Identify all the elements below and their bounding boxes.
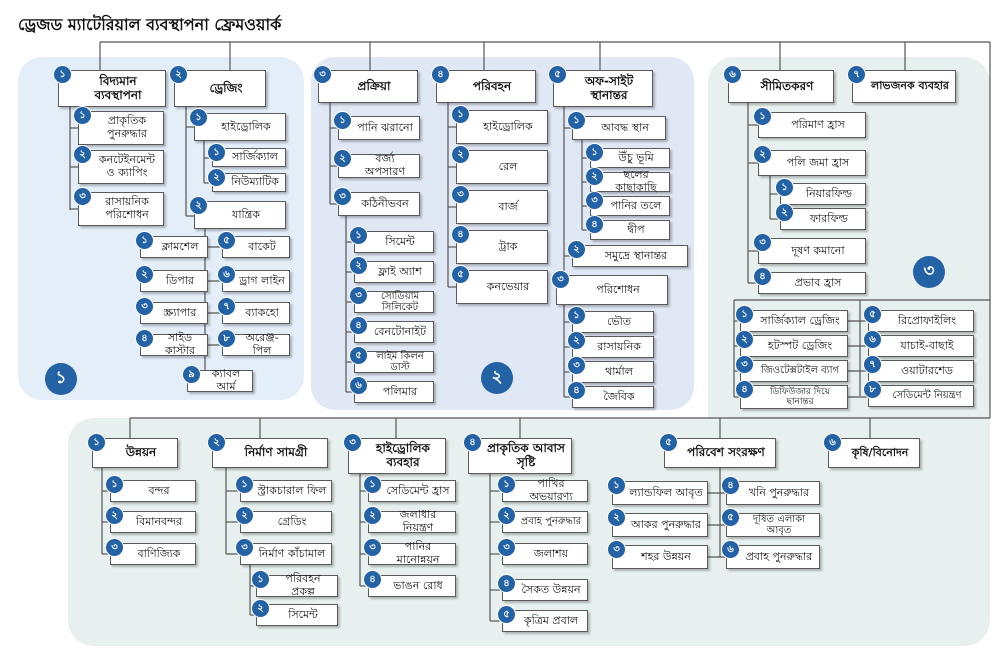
node-t-hydraulic (456, 110, 548, 144)
node-label: বিদ্যমান ব্যবস্থাপনা (94, 73, 142, 102)
node-chem-treat (78, 192, 164, 226)
node-badge: ১ (363, 475, 382, 494)
node-reprofiling (868, 310, 974, 332)
node-label: পরিমাণ হ্রাস (791, 117, 845, 131)
node-landfill (612, 481, 708, 505)
node-label: ফারফিল্ড (810, 211, 848, 225)
node-badge: ৬ (723, 65, 742, 84)
node-label: সিমেন্ট (288, 607, 318, 621)
node-badge: ৯ (182, 365, 201, 384)
node-badge: ১ (87, 433, 106, 452)
node-envprot (664, 438, 776, 468)
node-sedctrl (868, 385, 974, 407)
node-label: সিমেন্ট (385, 234, 415, 248)
node-reef (502, 610, 588, 632)
node-structfill (240, 480, 332, 502)
node-physical (572, 311, 654, 333)
node-label: জিওটেক্সটাইল ব্যাগ (760, 365, 840, 377)
node-badge: ৪ (363, 570, 382, 589)
node-label: বার্জ (498, 199, 518, 213)
node-erosion (368, 575, 456, 597)
node-label: ফ্লাই অ্যাশ (378, 264, 422, 278)
node-surgical (212, 148, 286, 167)
node-badge: ২ (497, 506, 516, 525)
node-badge: ১ (105, 475, 124, 494)
node-cement (354, 231, 434, 253)
node-badge: ৩ (567, 356, 586, 375)
node-label: প্রক্রিয়া (357, 78, 391, 93)
node-mechanical (194, 201, 286, 229)
node-badge: ৫ (863, 305, 882, 324)
node-bentonite (354, 321, 434, 343)
node-label: উঁচু ভূমি (618, 150, 654, 164)
node-label: বেনটোনাইট (373, 324, 427, 338)
node-underwater (590, 196, 670, 216)
node-label: পরিবহন (472, 78, 512, 93)
node-chemical (572, 336, 654, 358)
node-process (318, 70, 418, 103)
node-badge: ১ (497, 475, 516, 494)
node-badge: ২ (585, 167, 604, 186)
node-badge: ৬ (823, 433, 842, 452)
node-hydraulic (194, 113, 286, 141)
node-label: ক্যাবল আর্ম (211, 367, 241, 393)
node-geotextile (740, 360, 848, 382)
node-badge: ১ (753, 107, 772, 126)
node-badge: ৫ (217, 231, 236, 250)
node-label: সেডিমেন্ট হ্রাস (386, 483, 450, 497)
node-siphon (140, 331, 208, 357)
node-label: ভাঙন রোধ (393, 578, 443, 592)
node-siltdep (758, 150, 866, 176)
node-badge: ২ (333, 149, 352, 168)
node-badge: ১ (235, 475, 254, 494)
node-label: সীমিতকরণ (760, 78, 814, 93)
node-label: সেডিমেন্ট নিয়ন্ত্রণ (892, 390, 962, 402)
node-badge: ২ (207, 433, 226, 452)
node-label: সাইড কাস্টার (164, 331, 196, 357)
node-badge: ১ (607, 476, 626, 495)
node-thermal (572, 361, 654, 383)
node-label: ওয়াটারশেড (900, 363, 954, 377)
node-badge: ২ (735, 330, 754, 349)
node-badge: ২ (753, 145, 772, 164)
node-confined (572, 116, 666, 140)
node-label: প্রবাহ পুনরুদ্ধার (745, 549, 813, 563)
node-badge: ৪ (735, 380, 754, 399)
node-develop (92, 438, 178, 468)
node-badge: ১ (567, 306, 586, 325)
node-label: কনভেয়ার (486, 279, 530, 293)
node-badge: ২ (105, 506, 124, 525)
node-label: স্ক্র্যাপার (163, 305, 197, 319)
node-flyash (354, 261, 434, 283)
node-badge: ৩ (313, 65, 332, 84)
node-truck (456, 230, 548, 264)
node-badge: ৩ (135, 297, 154, 316)
node-nearshore (590, 168, 670, 194)
node-label: আবদ্ধ স্থান (601, 120, 649, 134)
node-cable (187, 367, 253, 393)
node-urban (612, 545, 708, 569)
node-island (590, 220, 670, 240)
node-label: বন্দর (148, 483, 170, 497)
node-label: খনি পুনরুদ্ধার (748, 485, 810, 499)
node-badge: ৩ (343, 433, 362, 452)
node-m-surgical (740, 310, 848, 332)
node-badge: ৬ (863, 330, 882, 349)
node-badge: ৬ (721, 540, 740, 559)
node-pollution (758, 238, 866, 264)
node-label: নির্মাণ সামগ্রী (244, 445, 308, 460)
node-dewater (338, 116, 420, 140)
node-flow (502, 511, 588, 533)
node-label: ডিপার (166, 273, 194, 287)
node-label: গ্রেডিং (277, 514, 307, 528)
node-wetland (502, 543, 588, 565)
node-waterq (368, 540, 456, 566)
node-badge: ৪ (721, 476, 740, 495)
node-sorting (868, 335, 974, 357)
node-badge: ৩ (753, 233, 772, 252)
node-badge: ২ (567, 331, 586, 350)
node-label: সার্জিক্যাল (232, 150, 278, 164)
panel-number-badge-1: ১ (45, 363, 77, 395)
node-hydro-use (348, 438, 446, 474)
node-badge: ১ (451, 105, 470, 124)
node-badge: ৪ (497, 574, 516, 593)
node-label: পানির মানোন্নয়ন (396, 540, 440, 566)
node-label: রাসায়নিক পরিশোধন (105, 195, 149, 221)
node-badge: ৪ (585, 215, 604, 234)
node-volume (758, 112, 866, 138)
node-badge: ৭ (847, 65, 866, 84)
node-rawmat (240, 543, 332, 565)
node-sedred (368, 480, 456, 502)
node-label: নিয়ারফিল্ড (805, 186, 853, 200)
node-label: ভৌত (606, 314, 632, 328)
node-label: থার্মাল (605, 364, 633, 378)
node-label: সমুদ্রে স্থানান্তর (604, 248, 668, 262)
node-limekiln (354, 351, 434, 373)
node-label: প্রাকৃতিক পুনরুদ্ধার (107, 114, 147, 140)
node-sodium (354, 291, 434, 313)
node-backhoe (222, 302, 290, 324)
node-badge: ৬ (217, 265, 236, 284)
node-badge: ৪ (451, 225, 470, 244)
node-conveyor (456, 270, 548, 304)
node-containment (78, 150, 164, 184)
node-badge: ৭ (217, 297, 236, 316)
node-badge: ৮ (217, 329, 236, 348)
node-badge: ১ (349, 226, 368, 245)
node-badge: ২ (73, 145, 92, 164)
node-badge: ৮ (863, 380, 882, 399)
node-label: বর্জ্য অপসারণ (364, 152, 406, 178)
node-polymer (354, 381, 434, 403)
node-badge: ৪ (567, 381, 586, 400)
node-agri (828, 438, 920, 468)
node-badge: ২ (607, 508, 626, 527)
node-badge: ৫ (721, 508, 740, 527)
node-badge: ৫ (451, 265, 470, 284)
node-label: দূষিত এলাকা আবৃত (752, 513, 806, 536)
node-mine (726, 481, 820, 505)
node-badge: ২ (189, 196, 208, 215)
node-label: কনটেইনমেন্ট ও ক্যাপিং (98, 153, 156, 179)
node-label: সার্জিক্যাল ড্রেজিং (760, 313, 840, 327)
node-reservoir (368, 508, 456, 534)
node-label: পানির তলে (610, 198, 662, 212)
node-label: পানি ঝরানো (357, 120, 413, 134)
node-badge: ৩ (585, 191, 604, 210)
node-badge: ৩ (333, 187, 352, 206)
node-pneumatic (212, 173, 286, 192)
node-washing (868, 360, 974, 382)
node-badge: ৩ (551, 270, 570, 289)
node-polluted (726, 513, 820, 537)
node-waste (338, 154, 420, 178)
node-habitat (468, 438, 572, 474)
node-impact (758, 272, 866, 294)
node-badge: ২ (363, 506, 382, 525)
node-farfield (780, 208, 866, 230)
node-badge: ২ (349, 256, 368, 275)
node-badge: ২ (451, 145, 470, 164)
node-port (110, 480, 196, 502)
node-label: জৈবিক (603, 389, 635, 403)
node-label: জলাধার নিয়ন্ত্রণ (399, 508, 437, 534)
node-rail (456, 150, 548, 184)
node-label: স্ট্রাকচারাল ফিল (257, 483, 327, 497)
node-transport (436, 70, 536, 103)
node-airport (110, 511, 196, 533)
node-badge: ২ (235, 506, 254, 525)
node-badge: ৩ (349, 286, 368, 305)
node-badge: ৩ (451, 185, 470, 204)
node-badge: ২ (251, 599, 270, 618)
node-label: অফ-সাইট স্থানান্তর (584, 73, 634, 102)
node-label: পলি জমা হ্রাস (786, 155, 850, 169)
node-label: শহর উন্নয়ন (641, 549, 691, 563)
node-badge: ৩ (735, 355, 754, 374)
node-badge: ৭ (863, 355, 882, 374)
node-natural-restore (78, 111, 164, 145)
node-badge: ৪ (135, 329, 154, 348)
node-solidify (338, 192, 420, 216)
node-badge: ৩ (607, 540, 626, 559)
node-badge: ১ (73, 106, 92, 125)
node-beach (502, 579, 588, 601)
node-label: দূষণ কমানো (791, 243, 845, 257)
panel-number-badge-3: ৩ (913, 256, 945, 288)
node-label: আকর পুনরুদ্ধার (631, 517, 701, 531)
node-badge: ৩ (73, 187, 92, 206)
node-sea (572, 245, 688, 267)
node-beneficial (852, 70, 956, 103)
node-badge: ৪ (753, 267, 772, 286)
node-hotspot (740, 335, 848, 357)
node-label: প্রাকৃতিক আবাস সৃষ্টি (487, 441, 565, 469)
node-badge: ৩ (497, 538, 516, 557)
node-diffuser (740, 385, 848, 409)
node-label: কৃষি/বিনোদন (851, 445, 909, 459)
node-badge: ৩ (105, 538, 124, 557)
node-badge: ২ (135, 265, 154, 284)
node-badge: ৬ (349, 376, 368, 395)
node-badge: ১ (207, 143, 226, 162)
node-label: পাখির অভয়ারণ্য (529, 477, 573, 503)
node-label: লাইম কিলন ডাস্ট (376, 350, 424, 373)
node-label: ড্রেজিং (209, 80, 243, 95)
node-transproj (256, 572, 338, 598)
node-badge: ২ (775, 203, 794, 222)
node-label: বাণিজ্যিক (137, 546, 181, 560)
node-label: ট্রাক (498, 239, 518, 253)
node-label: লাভজনক ব্যবহার (871, 79, 949, 93)
node-label: কঠিনীভবন (361, 196, 409, 210)
node-badge: ১ (333, 111, 352, 130)
node-offsite (553, 70, 653, 107)
node-limit (728, 70, 834, 103)
node-scraper (140, 302, 208, 324)
node-construction (212, 438, 328, 468)
node-label: প্রভাব হ্রাস (794, 275, 842, 289)
node-label: রিপ্রোফাইলিং (897, 313, 957, 327)
node-label: কৃত্রিম প্রবাল (523, 613, 579, 627)
node-label: নিউম্যাটিক (231, 175, 279, 189)
node-badge: ২ (169, 65, 188, 84)
node-badge: ২ (567, 240, 586, 259)
node-label: নির্মাণ কাঁচামাল (258, 546, 326, 560)
node-label: সৈকত উন্নয়ন (521, 582, 581, 596)
node-label: বিমানবন্দর (135, 514, 183, 528)
node-label: রেল (498, 159, 518, 173)
node-dredging (174, 70, 266, 107)
node-label: রাসায়নিক (597, 339, 641, 353)
node-label: অরেঞ্জ-পিল (245, 331, 279, 357)
node-badge: ৪ (463, 433, 482, 452)
node-label: যান্ত্রিক (231, 207, 260, 221)
node-label: যাচাই-বাছাই (900, 338, 954, 352)
node-badge: ১ (567, 111, 586, 130)
node-label: হটস্পট ড্রেজিং (767, 338, 833, 352)
node-label: উন্নয়ন (125, 445, 157, 460)
node-upland (590, 148, 670, 168)
node-badge: ১ (251, 570, 270, 589)
node-badge: ১ (53, 65, 72, 84)
panel-number-badge-2: ২ (481, 362, 513, 394)
node-badge: ২ (207, 168, 226, 187)
node-bucket (222, 236, 290, 258)
node-badge: ১ (585, 143, 604, 162)
node-label: হাইড্রোলিক ব্যবহার (376, 441, 430, 469)
node-label: বাকেট (248, 239, 276, 253)
node-barge (456, 190, 548, 224)
node-clamshell (140, 236, 208, 258)
node-badge: ৩ (363, 538, 382, 557)
node-badge: ১ (735, 305, 754, 324)
node-label: পরিবেশ সংরক্ষণ (687, 445, 765, 460)
node-bird (502, 477, 588, 503)
node-label: ড্রাগ লাইন (239, 273, 285, 287)
node-badge: ৫ (497, 605, 516, 624)
node-badge: ৪ (349, 316, 368, 335)
node-label: হাইড্রোলিক (483, 119, 533, 133)
node-dragline (222, 270, 290, 292)
node-streamrest (726, 545, 820, 569)
node-badge: ৫ (548, 65, 567, 84)
page-title: ড্রেজড ম্যাটেরিয়াল ব্যবস্থাপনা ফ্রেমওয়ার্ক (18, 15, 282, 34)
node-badge: ৫ (659, 433, 678, 452)
node-grading (240, 511, 332, 533)
node-label: ছলের কাছাকাছি (615, 168, 657, 194)
node-badge: ৩ (235, 538, 254, 557)
node-label: হাইড্রোলিক (221, 119, 271, 133)
node-label: সোডিয়াম সিলিকেট (380, 290, 420, 313)
node-dipper (140, 270, 208, 292)
node-aquifer (612, 513, 708, 537)
node-badge: ১ (775, 178, 794, 197)
node-label: জলাশয় (533, 546, 569, 560)
node-badge: ১ (135, 231, 154, 250)
node-label: প্রবাহ পুনরুদ্ধার (520, 516, 582, 528)
node-label: ক্লামশেল (161, 239, 199, 253)
node-existing (58, 70, 166, 107)
node-label: দ্বীপ (627, 222, 645, 236)
node-label: ডিফিউজার দিয়ে ছানান্তর (769, 386, 831, 407)
node-commercial (110, 543, 196, 565)
node-label: ল্যান্ডফিল আবৃত (629, 485, 703, 499)
node-badge: ৪ (431, 65, 450, 84)
node-bio (572, 386, 654, 408)
node-nearfield (780, 183, 866, 205)
node-c-cement (256, 604, 338, 626)
node-treatment (556, 275, 668, 305)
node-label: পরিশোধন (596, 282, 640, 296)
node-label: পরিবহন প্রকল্প (285, 572, 321, 598)
node-badge: ১ (189, 108, 208, 127)
node-label: পলিমার (382, 384, 418, 398)
node-orange (222, 331, 290, 357)
node-badge: ৫ (349, 346, 368, 365)
node-label: ব্যাকহো (245, 305, 279, 319)
